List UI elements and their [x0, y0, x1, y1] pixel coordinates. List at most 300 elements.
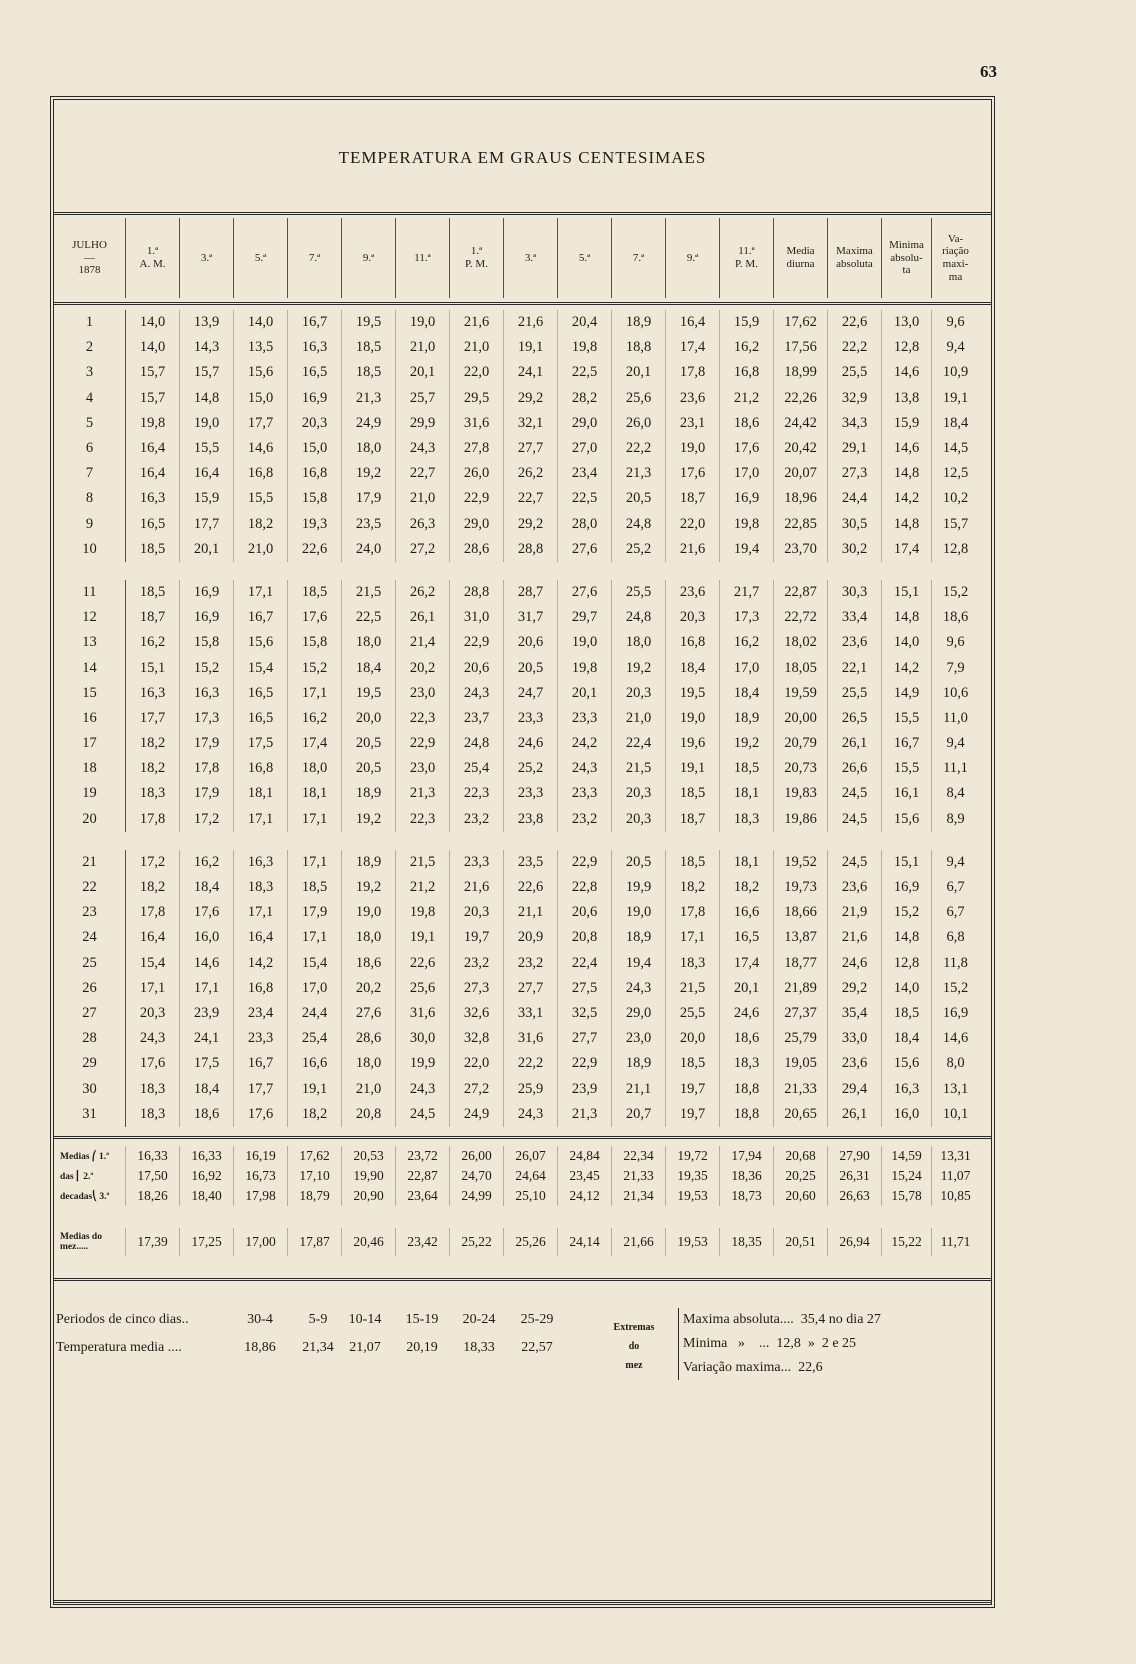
table-cell: 28,0 [558, 512, 612, 537]
table-cell: 21,89 [774, 976, 828, 1001]
periods-label: Periodos de cinco dias.. [56, 1312, 189, 1327]
table-cell: 21,0 [342, 1076, 396, 1101]
table-cell: 16,5 [234, 706, 288, 731]
table-cell: 18,1 [288, 781, 342, 806]
table-cell: 16,7 [882, 731, 932, 756]
table-cell: 29,5 [450, 386, 504, 411]
table-cell: 32,6 [450, 1001, 504, 1026]
table-cell: 16,9 [180, 605, 234, 630]
table-cell: 16,5 [720, 925, 774, 950]
table-cell: 23,0 [396, 756, 450, 781]
table-cell: 15,6 [234, 630, 288, 655]
table-cell: 18,4 [180, 1076, 234, 1101]
table-cell: 23,6 [666, 386, 720, 411]
table-cell: 15,9 [180, 486, 234, 511]
day-number: 1 [54, 310, 126, 335]
table-cell: 25,2 [612, 537, 666, 562]
table-cell: 21,0 [450, 335, 504, 360]
table-cell: 22,0 [450, 1051, 504, 1076]
table-cell: 23,6 [828, 875, 882, 900]
summary-cell: 19,53 [666, 1186, 720, 1206]
table-cell: 18,2 [720, 875, 774, 900]
table-cell: 17,1 [126, 976, 180, 1001]
table-cell: 20,1 [180, 537, 234, 562]
summary-top-rule [54, 1136, 991, 1139]
summary-cell: 26,31 [828, 1166, 882, 1186]
table-row [54, 461, 991, 486]
header-col-1: 3.ª [180, 218, 234, 298]
table-cell: 29,0 [450, 512, 504, 537]
table-row [54, 951, 991, 976]
table-cell: 15,6 [882, 807, 932, 832]
table-cell: 18,0 [342, 1051, 396, 1076]
table-cell: 18,3 [720, 807, 774, 832]
summary-label: das ⎜ 2.ª [54, 1166, 126, 1186]
table-cell: 9,4 [946, 339, 965, 356]
table-cell: 15,0 [288, 436, 342, 461]
table-cell: 21,0 [234, 537, 288, 562]
table-cell: 24,8 [450, 731, 504, 756]
table-cell: 14,0 [882, 630, 932, 655]
day-number: 3 [54, 360, 126, 385]
table-cell: 22,87 [774, 580, 828, 605]
table-cell: 16,3 [288, 335, 342, 360]
table-row [54, 1051, 991, 1076]
table-cell: 8,9 [946, 810, 965, 827]
table-cell: 16,9 [942, 1004, 969, 1021]
day-number: 8 [54, 486, 126, 511]
day-number: 28 [54, 1026, 126, 1051]
table-cell: 18,3 [126, 781, 180, 806]
table-cell: 21,3 [342, 386, 396, 411]
table-cell: 24,4 [828, 486, 882, 511]
table-row [54, 781, 991, 806]
summary-label: Medias ⎛ 1.ª [54, 1146, 126, 1166]
table-cell: 16,6 [288, 1051, 342, 1076]
table-cell: 21,2 [396, 875, 450, 900]
table-cell: 17,9 [342, 486, 396, 511]
table-cell: 25,6 [612, 386, 666, 411]
table-cell: 18,3 [720, 1051, 774, 1076]
table-cell: 17,3 [720, 605, 774, 630]
table-row [54, 1026, 991, 1051]
table-cell: 18,3 [234, 875, 288, 900]
table-cell: 16,8 [234, 976, 288, 1001]
summary-cell: 16,33 [180, 1146, 234, 1166]
table-frame [50, 96, 995, 1608]
table-cell: 19,2 [612, 655, 666, 680]
period-mean: 18,86 [244, 1340, 276, 1355]
table-cell: 26,2 [396, 580, 450, 605]
table-cell: 18,7 [666, 807, 720, 832]
summary-cell: 21,66 [612, 1228, 666, 1256]
table-cell: 29,9 [396, 411, 450, 436]
table-cell: 15,8 [288, 486, 342, 511]
table-cell: 16,2 [720, 335, 774, 360]
summary-cell: 17,98 [234, 1186, 288, 1206]
table-cell: 19,0 [558, 630, 612, 655]
table-cell: 16,4 [126, 925, 180, 950]
table-cell: 16,9 [882, 875, 932, 900]
header-top-rule [54, 212, 991, 215]
table-cell: 15,2 [882, 900, 932, 925]
table-cell: 18,0 [288, 756, 342, 781]
table-cell: 20,79 [774, 731, 828, 756]
table-cell: 20,07 [774, 461, 828, 486]
table-cell: 22,1 [828, 655, 882, 680]
table-cell: 19,8 [558, 655, 612, 680]
table-cell: 21,1 [612, 1076, 666, 1101]
table-cell: 24,3 [612, 976, 666, 1001]
table-cell: 32,8 [450, 1026, 504, 1051]
summary-cell: 15,24 [882, 1166, 932, 1186]
table-cell: 19,0 [396, 310, 450, 335]
table-cell: 22,6 [504, 875, 558, 900]
table-cell: 18,2 [234, 512, 288, 537]
table-cell: 16,9 [288, 386, 342, 411]
table-cell: 19,2 [342, 461, 396, 486]
table-cell: 17,3 [180, 706, 234, 731]
table-cell: 17,2 [180, 807, 234, 832]
table-cell: 22,3 [396, 706, 450, 731]
day-number: 11 [54, 580, 126, 605]
table-cell: 16,4 [126, 461, 180, 486]
table-cell: 18,3 [126, 1076, 180, 1101]
table-cell: 15,7 [942, 515, 969, 532]
table-cell: 16,0 [180, 925, 234, 950]
table-cell: 20,42 [774, 436, 828, 461]
table-cell: 22,7 [504, 486, 558, 511]
table-cell: 6,8 [946, 929, 965, 946]
table-cell: 18,0 [342, 630, 396, 655]
table-cell: 18,8 [720, 1076, 774, 1101]
extremas-label: Extremas do mez [613, 1322, 655, 1371]
table-cell: 23,2 [450, 951, 504, 976]
summary-cell: 22,87 [396, 1166, 450, 1186]
table-cell: 23,2 [504, 951, 558, 976]
table-cell: 21,5 [396, 850, 450, 875]
table-row [54, 537, 991, 562]
table-cell: 23,6 [828, 1051, 882, 1076]
table-cell: 20,5 [504, 655, 558, 680]
table-cell: 20,5 [612, 850, 666, 875]
table-cell: 16,5 [126, 512, 180, 537]
month-mean-row [54, 1228, 991, 1256]
table-cell: 17,8 [180, 756, 234, 781]
table-cell: 23,3 [234, 1026, 288, 1051]
day-number: 2 [54, 335, 126, 360]
table-cell: 30,3 [828, 580, 882, 605]
summary-cell: 17,87 [288, 1228, 342, 1256]
table-cell: 17,5 [234, 731, 288, 756]
summary-cell: 20,90 [342, 1186, 396, 1206]
table-cell: 24,3 [504, 1102, 558, 1127]
table-cell: 15,0 [234, 386, 288, 411]
table-cell: 19,0 [666, 436, 720, 461]
table-cell: 29,2 [504, 512, 558, 537]
table-cell: 17,9 [180, 731, 234, 756]
summary-cell: 24,99 [450, 1186, 504, 1206]
daily-temperature-table [54, 310, 991, 1127]
table-cell: 28,2 [558, 386, 612, 411]
table-cell: 18,4 [666, 655, 720, 680]
summary-cell: 20,53 [342, 1146, 396, 1166]
table-cell: 15,2 [288, 655, 342, 680]
table-row [54, 807, 991, 832]
table-cell: 18,77 [774, 951, 828, 976]
table-row [54, 335, 991, 360]
table-cell: 23,0 [396, 681, 450, 706]
page-title: TEMPERATURA EM GRAUS CENTESIMAES [338, 148, 707, 167]
table-cell: 18,02 [774, 630, 828, 655]
table-cell: 6,7 [946, 879, 965, 896]
table-cell: 15,6 [882, 1051, 932, 1076]
table-cell: 33,1 [504, 1001, 558, 1026]
summary-cell: 23,45 [558, 1166, 612, 1186]
table-cell: 20,5 [612, 486, 666, 511]
table-cell: 24,6 [504, 731, 558, 756]
day-number: 18 [54, 756, 126, 781]
header-col-3: 7.ª [288, 218, 342, 298]
table-cell: 20,3 [288, 411, 342, 436]
table-cell: 13,8 [882, 386, 932, 411]
table-cell: 16,4 [666, 310, 720, 335]
table-cell: 19,05 [774, 1051, 828, 1076]
table-cell: 16,2 [288, 706, 342, 731]
table-cell: 20,65 [774, 1102, 828, 1127]
table-cell: 15,5 [180, 436, 234, 461]
summary-cell: 26,07 [504, 1146, 558, 1166]
header-col-6: 1.ª P. M. [450, 218, 504, 298]
header-col-8: 5.ª [558, 218, 612, 298]
table-row [54, 512, 991, 537]
table-cell: 16,3 [126, 486, 180, 511]
header-col-13: Maxima absoluta [828, 218, 882, 298]
table-cell: 20,2 [342, 976, 396, 1001]
table-cell: 14,6 [234, 436, 288, 461]
table-cell: 21,3 [612, 461, 666, 486]
table-cell: 16,4 [180, 461, 234, 486]
summary-cell: 16,33 [126, 1146, 180, 1166]
table-cell: 16,2 [720, 630, 774, 655]
summary-cell: 11,71 [940, 1234, 971, 1249]
day-number: 25 [54, 951, 126, 976]
table-cell: 18,4 [342, 655, 396, 680]
table-cell: 20,8 [342, 1102, 396, 1127]
table-cell: 23,3 [504, 706, 558, 731]
table-cell: 18,1 [720, 781, 774, 806]
table-cell: 23,6 [828, 630, 882, 655]
table-cell: 18,4 [942, 414, 969, 431]
extremas-variation: Variação maxima... 22,6 [683, 1360, 823, 1375]
table-cell: 21,6 [828, 925, 882, 950]
table-cell: 31,7 [504, 605, 558, 630]
table-cell: 17,1 [666, 925, 720, 950]
table-cell: 24,0 [342, 537, 396, 562]
table-cell: 19,8 [720, 512, 774, 537]
day-number: 24 [54, 925, 126, 950]
table-cell: 19,0 [612, 900, 666, 925]
table-cell: 20,6 [558, 900, 612, 925]
table-cell: 11,0 [943, 709, 968, 726]
day-number: 12 [54, 605, 126, 630]
table-cell: 22,2 [828, 335, 882, 360]
period-range: 10-14 [348, 1312, 382, 1327]
table-cell: 26,1 [828, 731, 882, 756]
table-cell: 18,1 [234, 781, 288, 806]
table-cell: 15,2 [942, 583, 969, 600]
table-cell: 14,6 [882, 360, 932, 385]
table-cell: 19,5 [342, 310, 396, 335]
header-col-15: Va- riação maxi- ma [942, 232, 969, 283]
table-cell: 24,1 [504, 360, 558, 385]
table-cell: 23,8 [504, 807, 558, 832]
table-cell: 18,2 [666, 875, 720, 900]
table-row [54, 756, 991, 781]
table-cell: 27,2 [396, 537, 450, 562]
table-cell: 17,1 [288, 850, 342, 875]
period-mean: 22,57 [521, 1340, 553, 1355]
table-cell: 22,3 [396, 807, 450, 832]
table-cell: 18,5 [342, 335, 396, 360]
summary-cell: 21,33 [612, 1166, 666, 1186]
table-cell: 15,9 [720, 310, 774, 335]
summary-cell: 20,68 [774, 1146, 828, 1166]
table-cell: 17,6 [720, 436, 774, 461]
table-cell: 23,1 [666, 411, 720, 436]
table-cell: 15,4 [234, 655, 288, 680]
table-cell: 23,2 [450, 807, 504, 832]
page-number: 63 [980, 62, 997, 81]
table-cell: 14,5 [942, 440, 969, 457]
table-cell: 18,2 [126, 731, 180, 756]
table-cell: 15,9 [882, 411, 932, 436]
day-number: 4 [54, 386, 126, 411]
table-cell: 22,2 [612, 436, 666, 461]
extremas-min: Minima » ... 12,8 » 2 e 25 [683, 1336, 857, 1351]
table-cell: 17,62 [774, 310, 828, 335]
day-number: 7 [54, 461, 126, 486]
table-cell: 27,7 [504, 436, 558, 461]
day-number: 21 [54, 850, 126, 875]
table-cell: 17,7 [126, 706, 180, 731]
summary-cell: 15,78 [882, 1186, 932, 1206]
summary-cell: 18,36 [720, 1166, 774, 1186]
summary-cell: 24,64 [504, 1166, 558, 1186]
table-cell: 19,1 [942, 389, 969, 406]
table-cell: 18,9 [612, 310, 666, 335]
day-number: 30 [54, 1076, 126, 1101]
table-cell: 22,9 [396, 731, 450, 756]
table-cell: 20,3 [612, 681, 666, 706]
table-cell: 24,8 [612, 605, 666, 630]
table-cell: 19,2 [720, 731, 774, 756]
table-cell: 14,8 [882, 461, 932, 486]
decade-mean-row [54, 1166, 991, 1186]
period-mean: 21,34 [302, 1340, 334, 1355]
table-cell: 17,6 [126, 1051, 180, 1076]
table-cell: 21,5 [342, 580, 396, 605]
day-number: 27 [54, 1001, 126, 1026]
table-cell: 24,6 [720, 1001, 774, 1026]
table-cell: 18,4 [180, 875, 234, 900]
table-cell: 20,3 [126, 1001, 180, 1026]
day-number: 5 [54, 411, 126, 436]
table-row [54, 386, 991, 411]
table-cell: 23,9 [180, 1001, 234, 1026]
table-cell: 16,1 [882, 781, 932, 806]
table-cell: 24,3 [396, 1076, 450, 1101]
table-cell: 27,7 [504, 976, 558, 1001]
day-number: 20 [54, 807, 126, 832]
table-cell: 20,8 [558, 925, 612, 950]
table-cell: 15,1 [882, 580, 932, 605]
summary-cell: 18,26 [126, 1186, 180, 1206]
table-cell: 20,5 [342, 731, 396, 756]
table-cell: 18,8 [612, 335, 666, 360]
table-cell: 24,3 [126, 1026, 180, 1051]
table-cell: 16,3 [882, 1076, 932, 1101]
summary-label: Medias do mez..... [54, 1228, 126, 1256]
table-cell: 26,3 [396, 512, 450, 537]
table-cell: 26,0 [450, 461, 504, 486]
header-col-9: 7.ª [612, 218, 666, 298]
table-cell: 16,4 [126, 436, 180, 461]
column-header-row [54, 218, 991, 298]
table-cell: 23,7 [450, 706, 504, 731]
table-cell: 31,6 [504, 1026, 558, 1051]
table-cell: 17,2 [126, 850, 180, 875]
summary-cell: 24,84 [558, 1146, 612, 1166]
table-cell: 21,9 [828, 900, 882, 925]
table-cell: 20,2 [396, 655, 450, 680]
summary-cell: 26,63 [828, 1186, 882, 1206]
summary-cell: 25,10 [504, 1186, 558, 1206]
table-cell: 17,8 [666, 360, 720, 385]
table-cell: 18,3 [126, 1102, 180, 1127]
table-cell: 23,3 [504, 781, 558, 806]
table-cell: 30,2 [828, 537, 882, 562]
table-cell: 18,0 [342, 925, 396, 950]
table-cell: 21,6 [504, 310, 558, 335]
table-row [54, 900, 991, 925]
period-range: 20-24 [462, 1312, 496, 1327]
decade-mean-row [54, 1146, 991, 1166]
table-cell: 22,9 [558, 850, 612, 875]
summary-table [54, 1146, 991, 1256]
table-cell: 27,0 [558, 436, 612, 461]
table-row [54, 360, 991, 385]
table-cell: 19,86 [774, 807, 828, 832]
table-cell: 15,7 [180, 360, 234, 385]
table-cell: 21,7 [720, 580, 774, 605]
table-cell: 22,6 [396, 951, 450, 976]
summary-cell: 20,51 [774, 1228, 828, 1256]
table-cell: 24,42 [774, 411, 828, 436]
table-cell: 23,5 [504, 850, 558, 875]
table-cell: 17,6 [666, 461, 720, 486]
table-cell: 25,4 [288, 1026, 342, 1051]
table-cell: 18,4 [720, 681, 774, 706]
summary-cell: 18,79 [288, 1186, 342, 1206]
table-cell: 25,7 [396, 386, 450, 411]
table-cell: 16,8 [720, 360, 774, 385]
table-cell: 25,5 [828, 360, 882, 385]
header-bottom-rule [54, 302, 991, 305]
table-cell: 14,8 [882, 925, 932, 950]
header-col-12: Media diurna [774, 218, 828, 298]
table-cell: 18,0 [612, 630, 666, 655]
